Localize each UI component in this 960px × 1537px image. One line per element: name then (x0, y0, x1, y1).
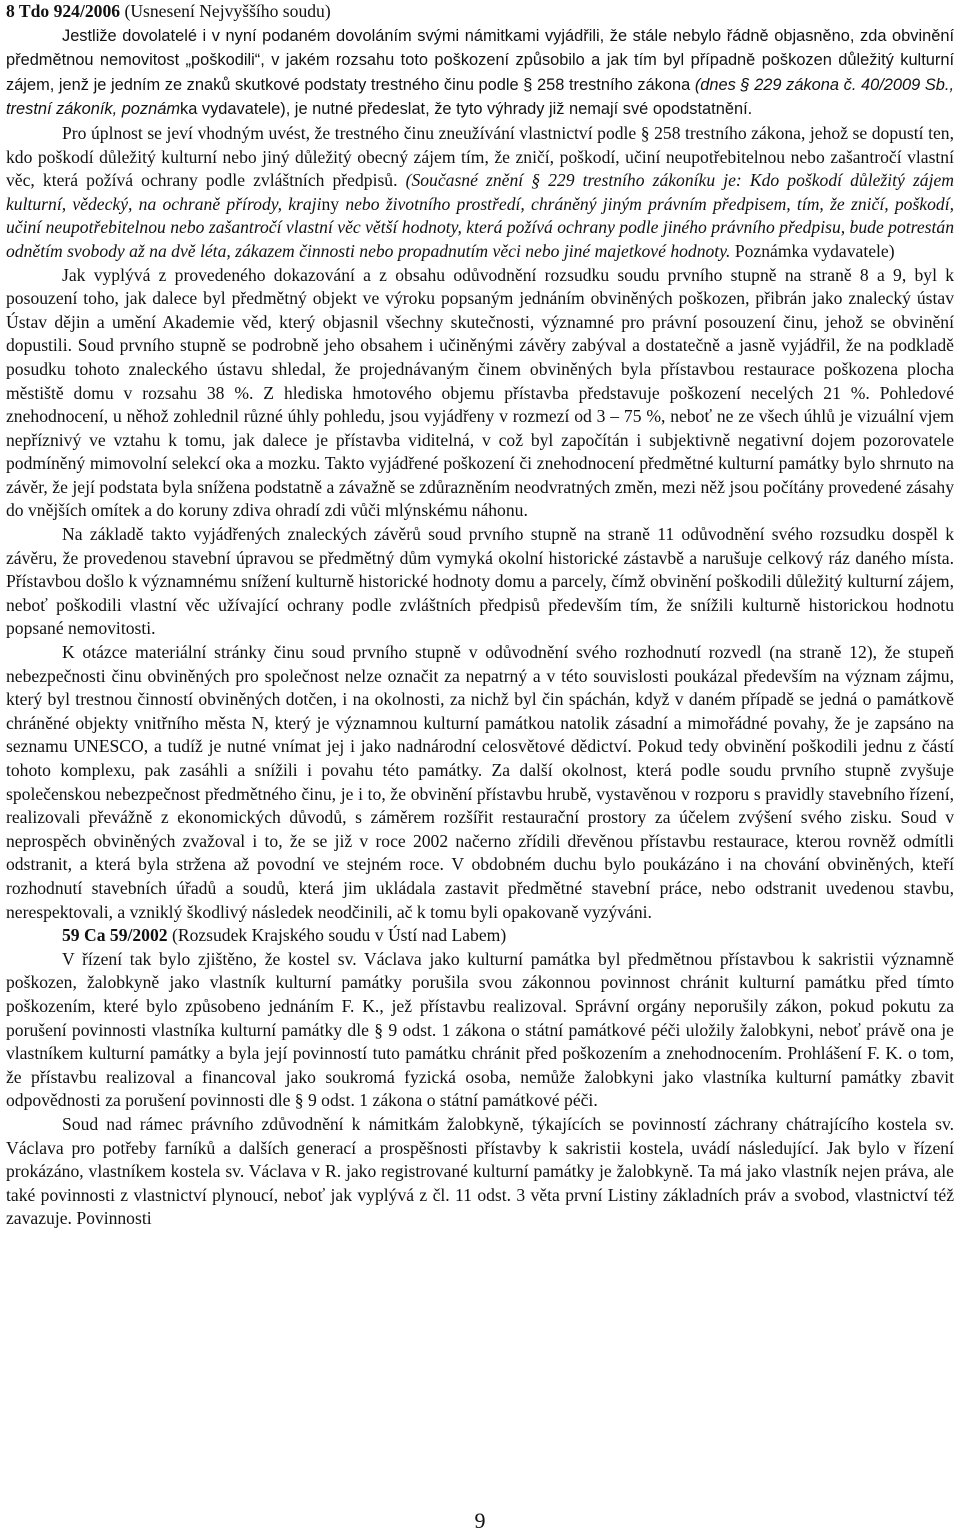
paragraph (6, 122, 954, 264)
text-span-italic: (Současné znění § 229 trestního zákoníku je: Kdo poškodí důležitý zájem kulturní, vědecký, na ochraně přírody, kraji (6, 170, 954, 214)
text-span: Poznámka vydavatele) (730, 240, 895, 261)
paragraph: V řízení tak bylo zjištěno, že kostel sv. Václava jako kulturní památka byl předmětnou přístavbou k sakristii významně poškozen, žalobkyně jako vlastník kulturní památky porušila svou zákonnou povinnost chránit kulturní památku před tímto poškozením, které bylo způsobeno jednáním F. K., jež přístavbu realizoval. Správní orgány neporušily zákon, pokud pokutu za porušení povinnosti vlastníka kulturní památky dle § 9 odst. 1 zákona o státní památkové péči uložily žalobkyni, neboť právě ona je vlastníkem kulturní památky a byla její povinností tuto památku chránit před poškozením a znehodnocením. Prohlášení F. K. o tom, že přístavbu realizoval a financoval jako soukromá fyzická osoba, nemůže žalobkyni jako vlastníka kulturní památky zbavit odpovědnosti za porušení povinnosti dle § 9 odst. 1 zákona o státní památkové péči. (6, 948, 954, 1111)
text-span-italic: (dnes § 229 zákona č. 40/2009 Sb., trestní zákoník, poznám (6, 75, 955, 119)
document-page (6, 0, 954, 1231)
paragraph: K otázce materiální stránky činu soud prvního stupně v odůvodnění svého rozhodnutí rozvedl (na straně 12), že stupeň nebezpečnosti činu obviněných pro společnost nelze označit za nepatrný a v této souvislosti poukázal především na význam zájmu, který byl trestnou činností obviněných dotčen, i na okolnosti, za nichž byl čin spáchán, když v daném případě se jedná o památkově chráněné objekty vnitřního města N, který je významnou kulturní památkou natolik zásadní a mimořádné povahy, že je zapsáno na seznamu UNESCO, a tudíž je nutné vnímat jej i jako nadnárodní celosvětové dědictví. Pokud tedy obvinění poškodili jednu z částí tohoto komplexu, pak zasáhli a snížili i povahu této památky. Za další okolnost, která podle soudu prvního stupně zvyšuje společenskou nebezpečnost předmětného činu, je i to, že obvinění přístavbu hrubě, vystavěnou v rozporu s pravidly stavebního řízení, realizovali převážně z ekonomických důvodů, s záměrem rozšířit restaurační prostory za účelem zvýšení svého zisku. Soud v neprospěch obviněných zvažoval i to, že se již v roce 2002 načerno zřídili dřevěnou přístavbu restaurace, kterou rovněž odmítli odstranit, a která byla stržena až povodní ve stejném roce. V obdobném duchu bylo poukázáno i na chování obviněných, kteří rozhodnutí stavebních úřadů a soudů, která jim ukládala zastavit předmětné stavební práce, nebo odstranit uvedenou stavbu, nerespektovali, a vzniklý škodlivý následek neodčinili, ač k tomu byli opakovaně vyzýváni. (6, 642, 954, 922)
text-span: ka vydavatele), je nutné předeslat, že tyto výhrady již nemají své opodstatnění. (180, 100, 753, 119)
case-reference: 8 Tdo 924/2006 (6, 1, 121, 21)
paragraph: Soud nad rámec právního zdůvodnění k námitkám žalobkyně, týkajících se povinností záchrany chátrajícího kostela sv. Václava pro potřeby farníků a dalších generací a prospěšnosti přístavby k sakristii kostela, uvádí následující. Jak bylo v řízení prokázáno, vlastníkem kostela sv. Václava v R. jako registrované kulturní památky je žalobkyně. Ta má jako vlastník nejen práva, ale také povinnosti z vlastnictví plynoucí, neboť jak vyplývá z čl. 11 odst. 3 věta první Listiny základních práv a svobod, vlastnictví též zavazuje. Povinnosti (6, 1113, 954, 1229)
section-heading (6, 924, 954, 948)
text-span: Jestliže dovolatelé i v nyní podaném dovoláním svými námitkami vyjádřili, že stále nebylo řádně objasněno, zda obvinění předmětnou nemovitost „poškodili“, v jakém rozsahu toto poškození způsobilo a jak tím byl případně poškozen důležitý kulturní zájem, jenž je jedním ze znaků skutkové podstaty trestného činu podle § 258 trestního zákona (6, 26, 954, 94)
section-heading (6, 0, 954, 24)
paragraph (6, 24, 954, 122)
text-span-italic: nebo životního prostředí, chráněný jiným právním předpisem, tím, že zničí, poškodí, učiní neupotřebitelnou nebo zašantročí vlastní věc větší hodnoty, která požívá ochrany podle jiného právního předpisu, bude potrestán odnětím svobody až na dvě léta, zákazem činnosti nebo propadnutím věci nebo jiné majetkové hodnoty. (6, 193, 954, 261)
page-number: 9 (474, 1508, 486, 1533)
case-source: (Usnesení Nejvyššího soudu) (124, 1, 331, 21)
paragraph: Na základě takto vyjádřených znaleckých závěrů soud prvního stupně na straně 11 odůvodnění svého rozsudku dospěl k závěru, že provedenou stavební úpravou se předmětný dům vymyká okolní historické zástavbě a narušuje celkový ráz daného místa. Přístavbou došlo k významnému snížení kulturně historické hodnoty domu a parcely, čímž obvinění poškodili důležitý kulturní zájem, neboť poškodili vlastní věc užívající ochrany podle zvláštních předpisů především tím, že snížili kulturně historickou hodnotu popsané nemovitosti. (6, 524, 954, 639)
paragraph: Jak vyplývá z provedeného dokazování a z obsahu odůvodnění rozsudku soudu prvního stupně na straně 8 a 9, byl k posouzení toho, jak dalece byl předmětný objekt ve výroku popsaným jednáním obviněných poškozen, přibrán jako znalecký ústav Ústav dějin a umění Akademie věd, který objasnil všechny skutečnosti, významné pro právní posouzení činu, jehož se obvinění dopustili. Soud prvního stupně se podrobně jeho obsahem i učiněnými závěry zabýval a dostatečně a jasně vyjádřil, že na podkladě posudku tohoto znaleckého ústavu shledal, že projednávaným činem obviněných byla přístavbou restaurace poškozena plocha městiště domu v rozsahu 38 %. Z hlediska hmotového objemu přístavba představuje poškození necelých 21 %. Pohledové znehodnocení, u něhož zohlednil různé úhly pohledu, jsou vyjádřeny v rozmezí od 3 – 75 %, neboť ne ze všech úhlů je vizuální vjem nepříznivý ve vztahu k tomu, jak dalece je přístavba viditelná, v což byl započítán i subjektivně negativní dojem pozorovatele podmíněný mimovolní selekcí oka a mozku. Takto vyjádřené poškození či znehodnocení předmětné kulturní památky bylo shrnuto na závěr, že její podstata byla snížena podstatně a závažně se zdůrazněním neodvratných změn, mezi něž jsou počítány provedené zásahy do vnějších omítek a do koruny zdiva ohradí zdi vůči mlýnskému náhonu. (6, 264, 954, 521)
case-reference: 59 Ca 59/2002 (62, 925, 168, 946)
text-span: ny (321, 193, 346, 214)
case-source: (Rozsudek Krajského soudu v Ústí nad Labem) (171, 925, 507, 946)
text-span: Pro úplnost se jeví vhodným uvést, že trestného činu zneužívání vlastnictví podle § 258 trestního zákona, jehož se dopustí ten, kdo poškodí důležitý kulturní nebo jiný důležitý obecný zájem tím, že zničí, poškodí, učiní neupotřebitelnou nebo zašantročí vlastní věc, která požívá ochrany podle zvláštních předpisů. (6, 122, 954, 191)
